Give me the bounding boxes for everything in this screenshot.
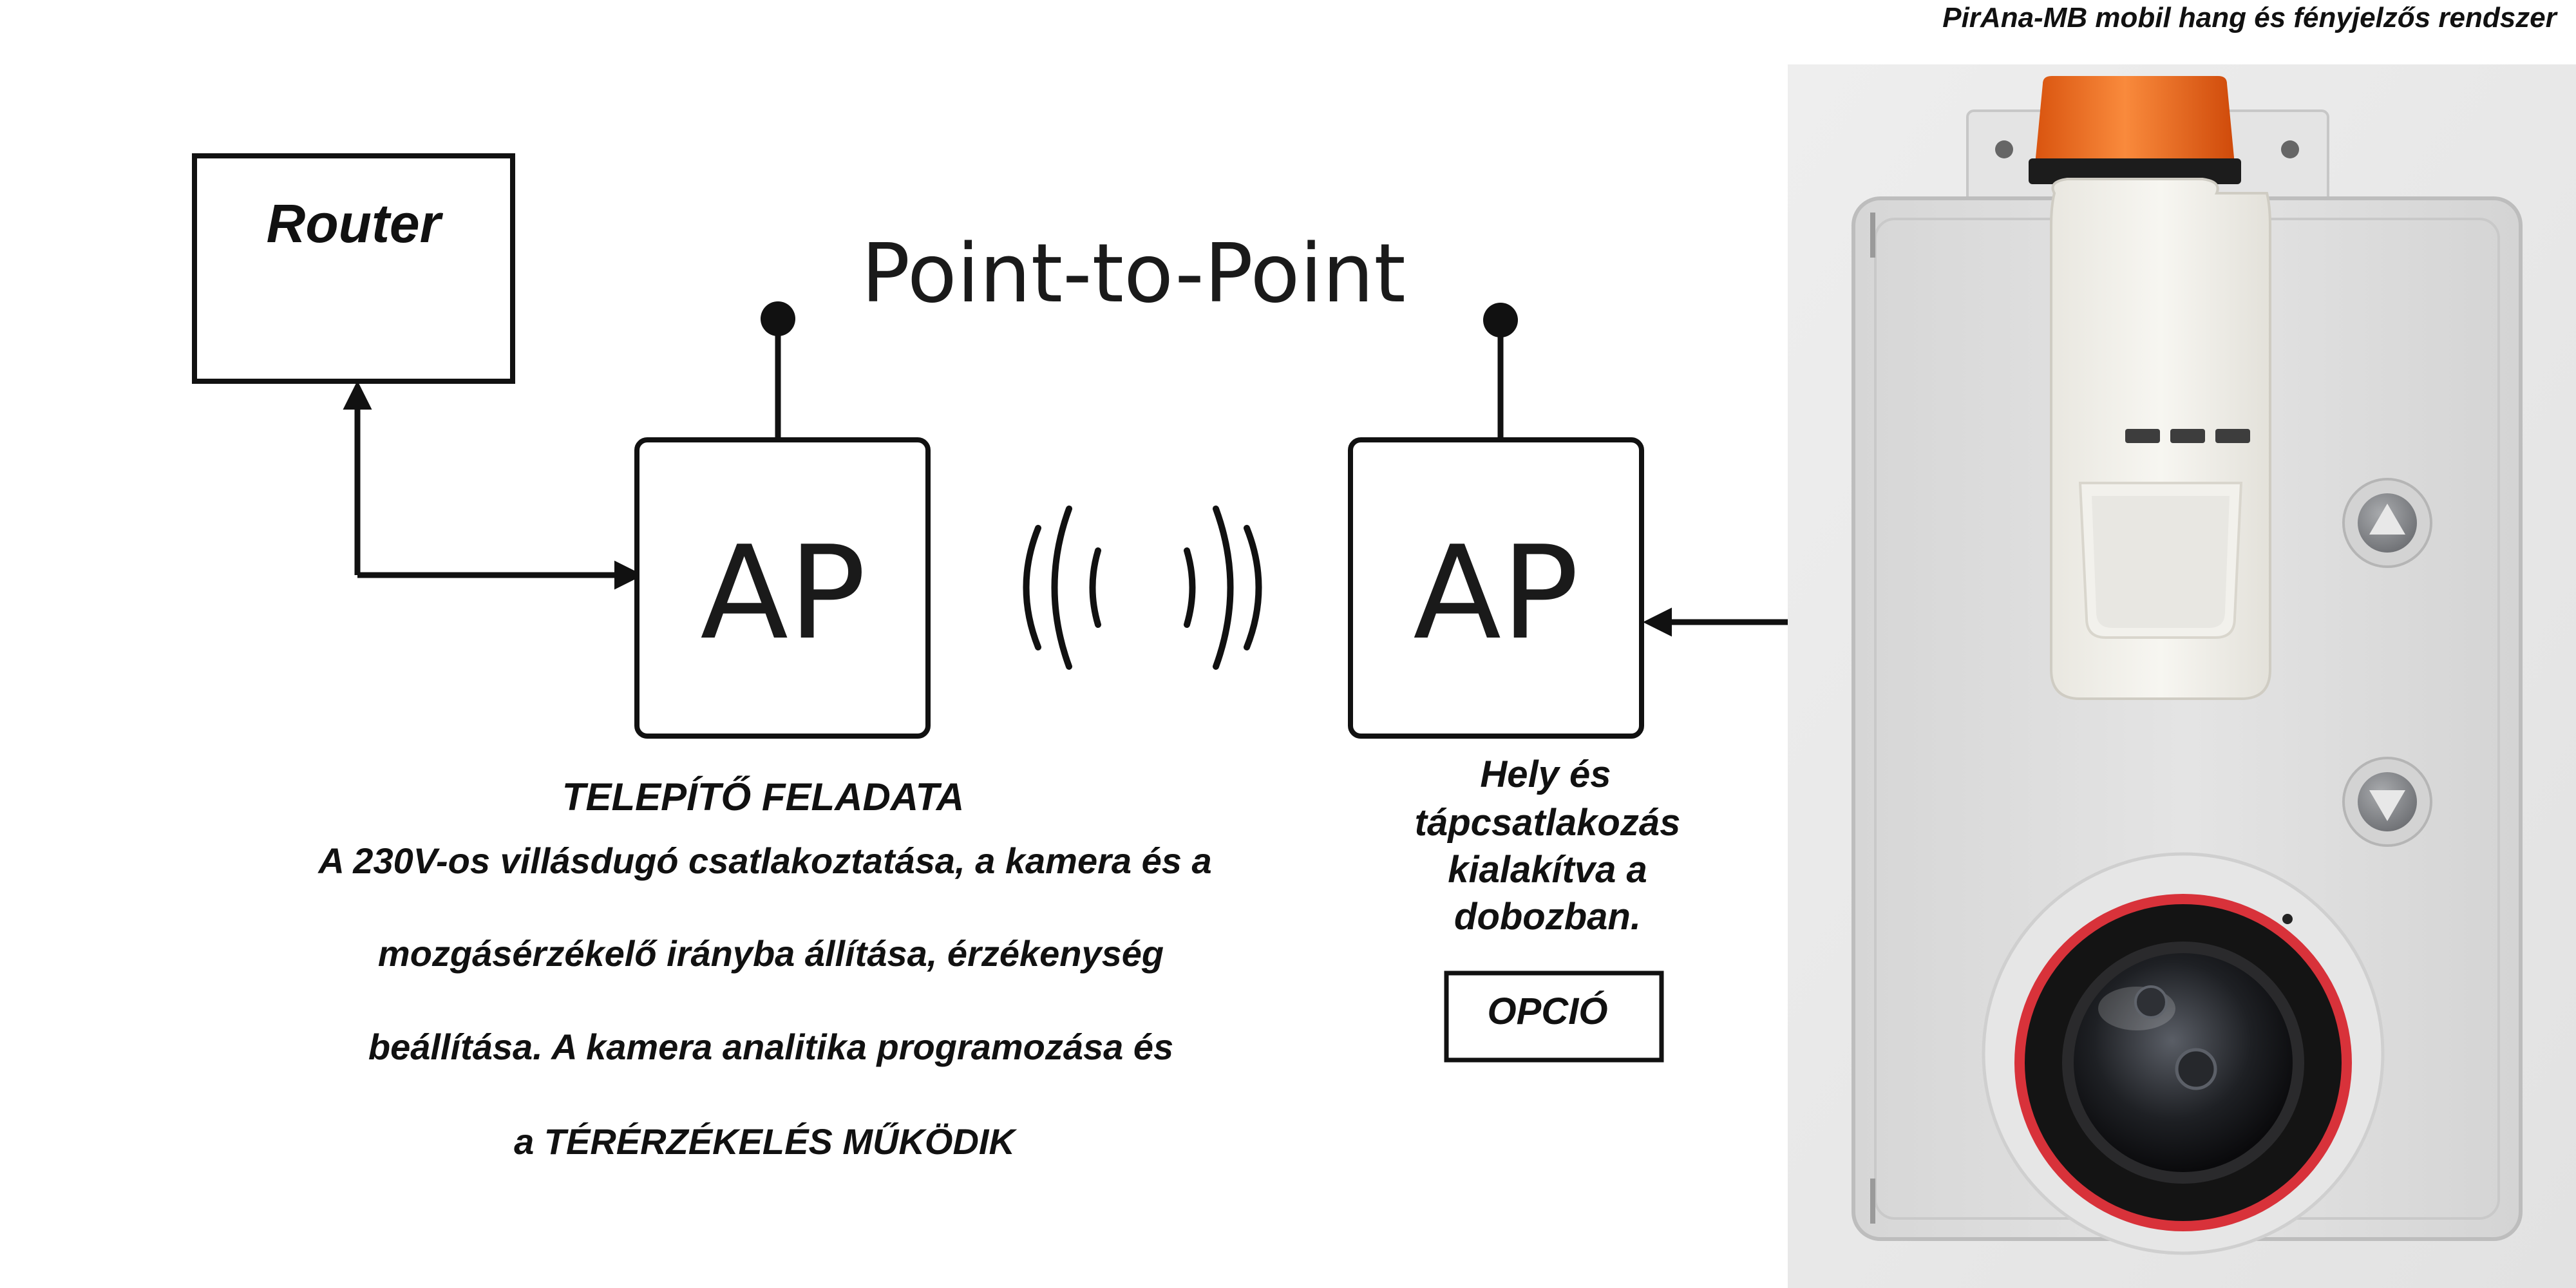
installer-line-2: mozgásérzékelő irányba állítása, érzékenység <box>377 933 1164 974</box>
up-button[interactable] <box>2344 479 2431 567</box>
installer-line-4: a TÉRÉRZÉKELÉS MŰKÖDIK <box>514 1121 1015 1162</box>
option-badge <box>1446 973 1662 1060</box>
antenna-tip-left <box>761 301 795 336</box>
installer-line-3: beállítása. A kamera analitika programozása és <box>368 1027 1174 1067</box>
site-note <box>1415 753 1681 938</box>
site-note-line-2: tápcsatlakozás <box>1414 802 1681 844</box>
dome-camera-icon <box>1984 854 2383 1253</box>
ap-label-right: AP <box>1413 518 1579 668</box>
wireless-signal-icon <box>1027 509 1259 667</box>
installer-heading: TELEPÍTŐ FELADATA <box>562 775 965 819</box>
installer-task-block <box>317 775 1211 1162</box>
site-note-line-1: Hely és <box>1480 753 1611 795</box>
access-point-left <box>637 301 928 736</box>
site-note-line-4: dobozban. <box>1454 896 1641 938</box>
router-box <box>194 156 513 381</box>
router-ap-link <box>357 386 638 575</box>
installer-line-1: A 230V-os villásdugó csatlakoztatása, a kamera és a <box>318 840 1212 881</box>
access-point-right <box>1350 303 1642 736</box>
router-node <box>194 156 513 381</box>
diagram-title: Point-to-Point <box>861 226 1406 321</box>
option-badge-label: OPCIÓ <box>1487 990 1608 1032</box>
beacon-light-icon <box>2029 76 2241 184</box>
product-caption: PirAna-MB mobil hang és fényjelzős rendszer <box>1942 2 2557 33</box>
down-button[interactable] <box>2344 758 2431 846</box>
motion-sensor-icon <box>2051 179 2270 699</box>
ap-label-left: AP <box>700 518 866 668</box>
product-illustration <box>1788 64 2576 1288</box>
router-label: Router <box>266 193 441 254</box>
site-note-line-3: kialakítva a <box>1448 849 1647 891</box>
antenna-tip-right <box>1483 303 1518 337</box>
